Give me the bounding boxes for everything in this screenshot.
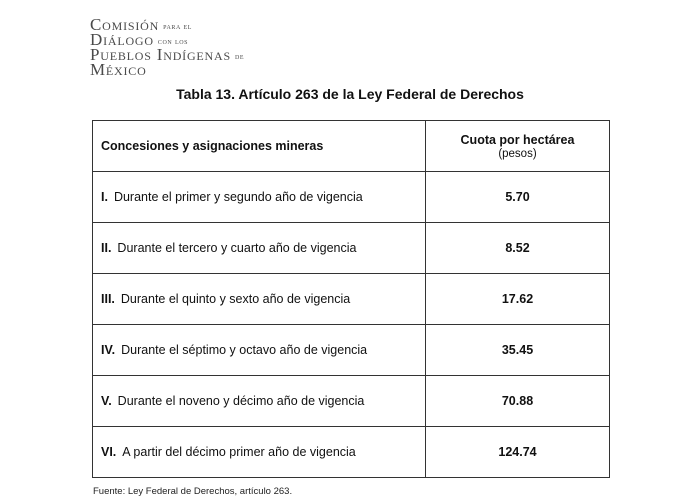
- row-value-cell: [426, 376, 610, 427]
- table-title: Tabla 13. Artículo 263 de la Ley Federal de Derechos: [176, 86, 524, 102]
- table-row: [93, 172, 610, 223]
- logo: [90, 15, 280, 79]
- row-label: Durante el quinto y sexto año de vigencia: [120, 292, 351, 306]
- table-row: [93, 376, 610, 427]
- row-value-cell: [426, 274, 610, 325]
- row-numeral: III.: [101, 292, 115, 306]
- logo-word-para-el: para el: [163, 22, 193, 31]
- row-numeral: IV.: [101, 343, 116, 357]
- table-row: [93, 325, 610, 376]
- logo-word-mexico: México: [90, 60, 147, 79]
- row-concept-cell: [93, 427, 426, 478]
- row-value-cell: [426, 325, 610, 376]
- row-numeral: I.: [101, 190, 108, 204]
- row-numeral: VI.: [101, 445, 117, 459]
- row-value: 8.52: [505, 241, 530, 255]
- row-label: Durante el primer y segundo año de vigencia: [113, 190, 363, 204]
- fees-table: [92, 120, 610, 478]
- row-value: 35.45: [501, 343, 534, 357]
- row-concept-cell: [93, 325, 426, 376]
- row-label: A partir del décimo primer año de vigencia: [122, 445, 356, 459]
- row-concept-cell: [93, 223, 426, 274]
- table-row: [93, 223, 610, 274]
- header-quota-label: Cuota por hectárea: [460, 132, 575, 147]
- table-row: [93, 427, 610, 478]
- logo-line-4: [90, 60, 280, 79]
- row-value: 124.74: [498, 445, 537, 459]
- row-value-cell: [426, 172, 610, 223]
- logo-word-dialogo: Diálogo: [90, 30, 154, 49]
- header-concept-label: Concesiones y asignaciones mineras: [101, 139, 324, 153]
- row-value: 5.70: [505, 190, 530, 204]
- logo-word-con-los: con los: [157, 37, 189, 46]
- header-concept-cell: [93, 121, 426, 172]
- row-numeral: V.: [101, 394, 112, 408]
- table-header-row: [93, 121, 610, 172]
- row-label: Durante el séptimo y octavo año de vigencia: [121, 343, 368, 357]
- row-value: 70.88: [501, 394, 534, 408]
- row-value-cell: [426, 427, 610, 478]
- row-concept-cell: [93, 274, 426, 325]
- logo-word-de: de: [234, 52, 245, 61]
- row-label: Durante el noveno y décimo año de vigencia: [117, 394, 365, 408]
- logo-word-comision: Comisión: [90, 15, 160, 34]
- table-row: [93, 274, 610, 325]
- header-quota-unit: (pesos): [498, 147, 537, 160]
- row-concept-cell: [93, 172, 426, 223]
- header-quota-cell: [426, 121, 610, 172]
- source-note: Fuente: Ley Federal de Derechos, artículo 263.: [93, 486, 293, 497]
- row-concept-cell: [93, 376, 426, 427]
- row-value-cell: [426, 223, 610, 274]
- row-label: Durante el tercero y cuarto año de vigencia: [117, 241, 357, 255]
- row-numeral: II.: [101, 241, 112, 255]
- row-value: 17.62: [501, 292, 534, 306]
- logo-word-pueblos-indigenas: Pueblos Indígenas: [90, 45, 231, 64]
